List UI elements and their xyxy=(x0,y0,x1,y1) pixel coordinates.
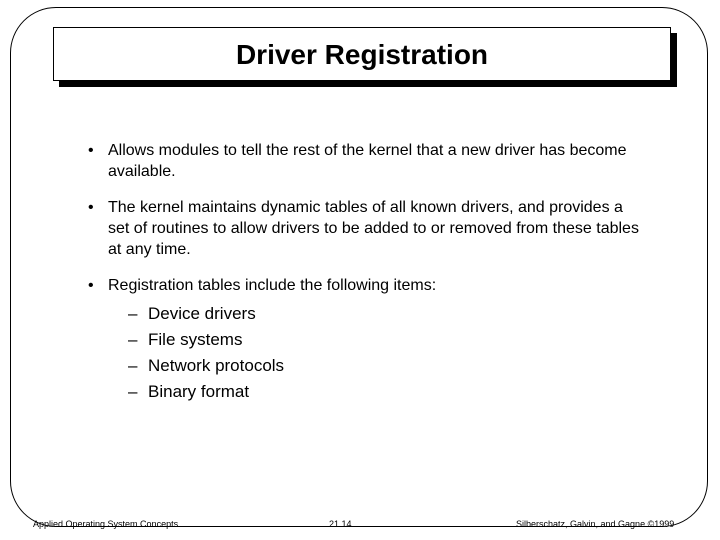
bullet-marker: • xyxy=(88,142,94,159)
title-box xyxy=(53,27,671,81)
sub-item xyxy=(108,327,648,353)
sub-marker: – xyxy=(128,330,138,349)
sub-item-text: Binary format xyxy=(148,382,250,401)
page-title: Driver Registration xyxy=(235,39,489,70)
sub-item-text: Device drivers xyxy=(148,304,256,323)
bullet-item xyxy=(88,275,648,405)
bullet-marker: • xyxy=(88,199,94,216)
sub-marker: – xyxy=(128,304,138,323)
bullet-item xyxy=(88,140,648,182)
sub-marker: – xyxy=(128,382,138,401)
bullet-text: Registration tables include the following items: xyxy=(108,277,437,294)
sub-item xyxy=(108,379,648,405)
bullet-item xyxy=(88,197,648,260)
footer-page-number: 21.14 xyxy=(329,519,352,529)
sub-item xyxy=(108,301,648,327)
sub-item-text: Network protocols xyxy=(148,356,285,375)
sub-marker: – xyxy=(128,356,138,375)
footer-course-title: Applied Operating System Concepts xyxy=(33,519,179,529)
sub-list xyxy=(108,301,648,405)
bullet-text: The kernel maintains dynamic tables of all known drivers, and provides a set of routines to allow drivers to be added to or removed from these tables at any time. xyxy=(108,199,639,258)
bullet-list xyxy=(88,140,648,420)
bullet-text: Allows modules to tell the rest of the kernel that a new driver has become available. xyxy=(108,142,627,180)
bullet-marker: • xyxy=(88,277,94,294)
footer-copyright: Silberschatz, Galvin, and Gagne ©1999 xyxy=(516,519,675,529)
sub-item-text: File systems xyxy=(148,330,243,349)
sub-item xyxy=(108,353,648,379)
